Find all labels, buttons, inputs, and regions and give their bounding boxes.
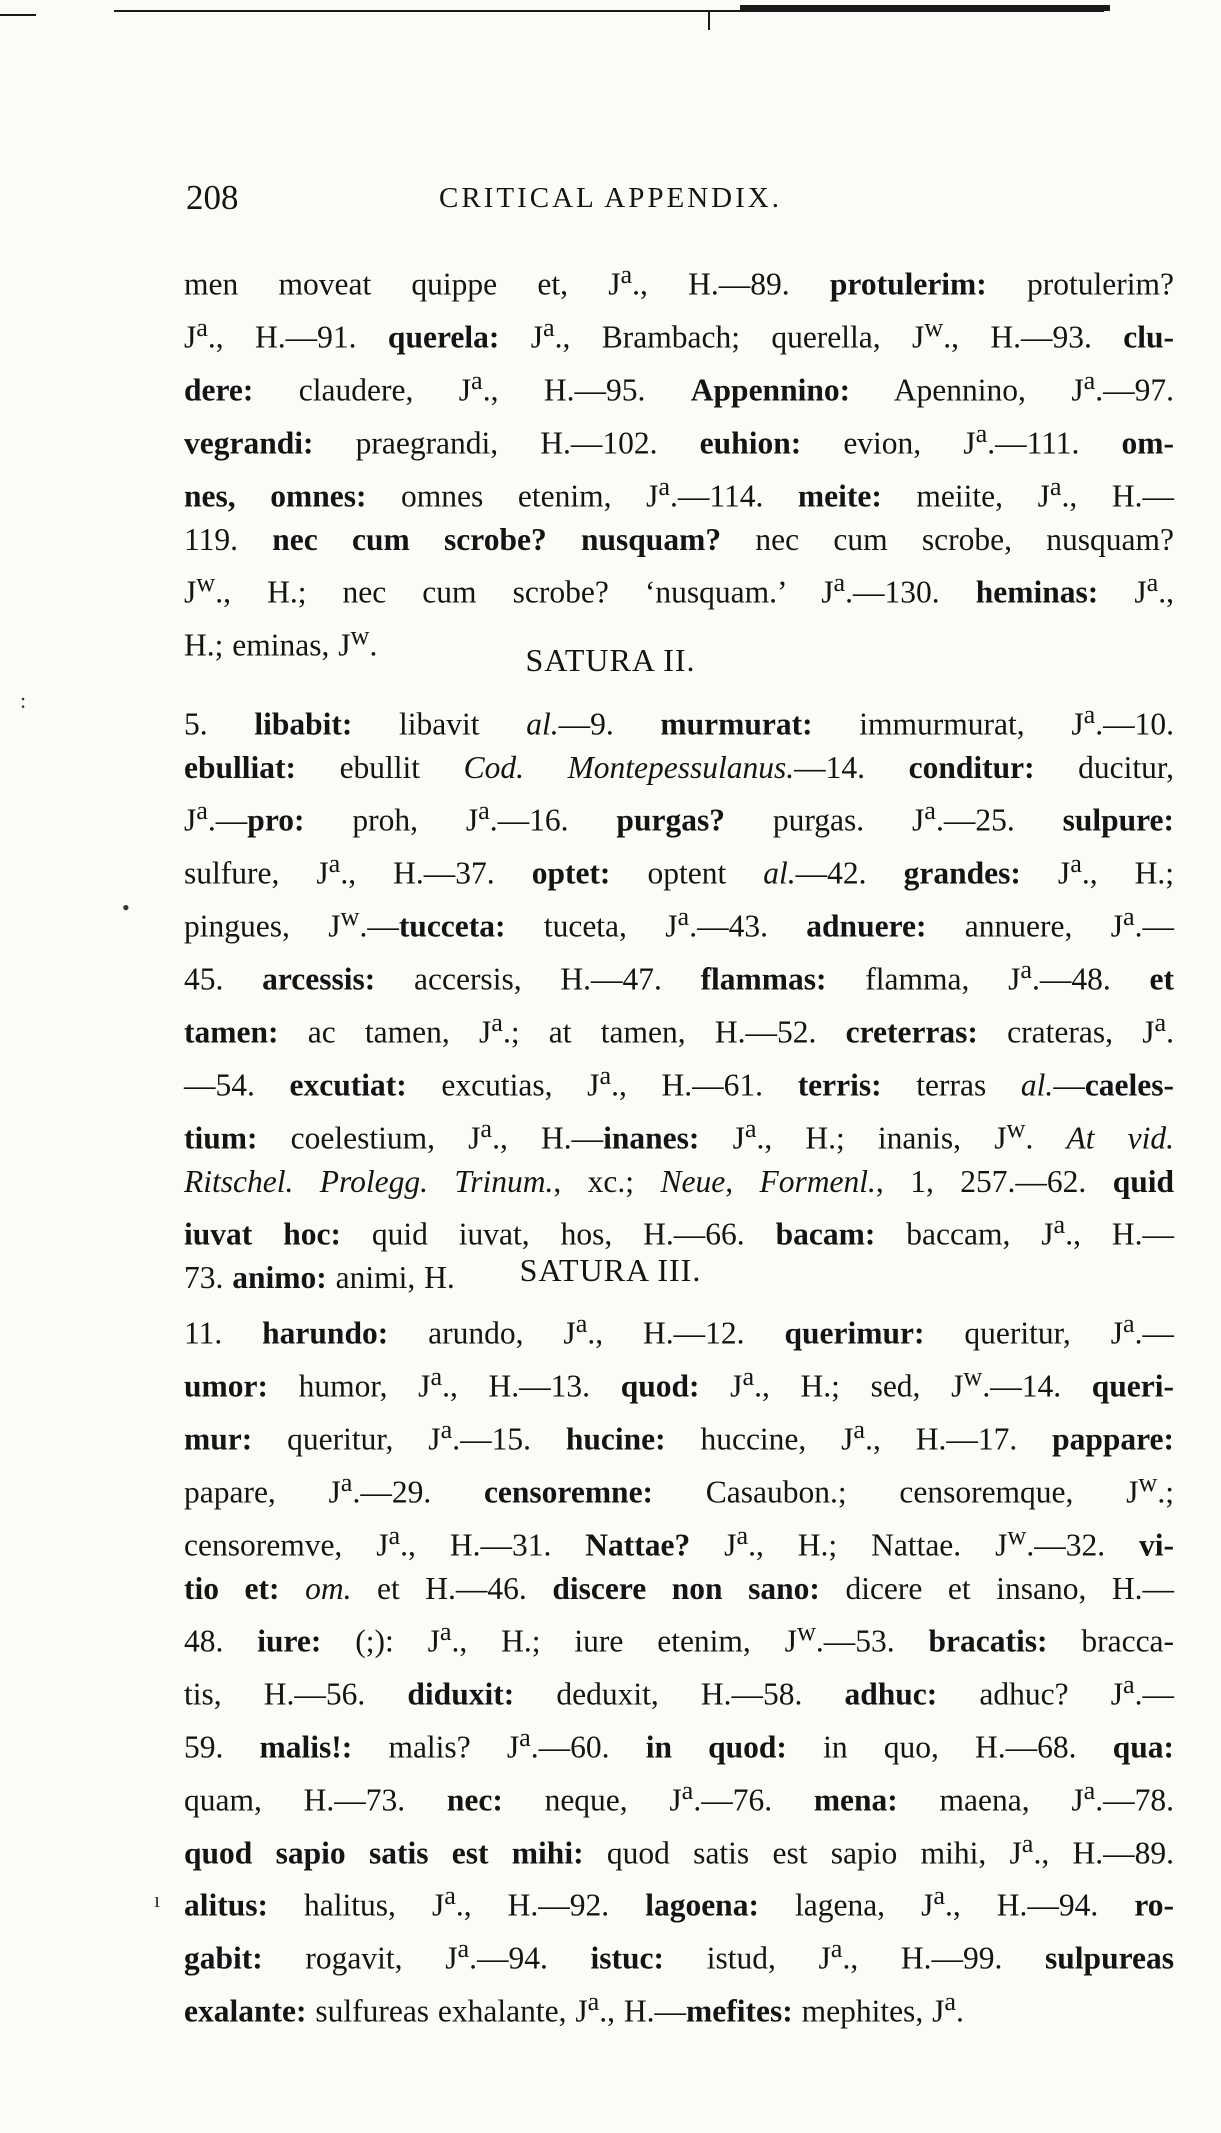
- text-line: $J^a$., H.—91. querela: $J^a$., Brambach; querella, $J^w$., H.—93. clu-: [184, 312, 1174, 355]
- text-line: 59. malis!: malis? $J^a.—60$. in quod: in quo, H.—68. qua:: [184, 1722, 1174, 1765]
- text-line: gabit: rogavit, $J^a.—94$. istuc: istud, $J^a$., H.—99. sulpureas: [184, 1934, 1174, 1976]
- margin-mark: ı: [154, 1887, 161, 1912]
- top-rule-thick: [740, 5, 1110, 11]
- text-line: Ritschel. Prolegg. Trinum., xc.; Neue, Formenl., 1, 257.—62. quid: [184, 1163, 1175, 1199]
- text-line: $J^a.—pro$: proh, $J^a.—16$. purgas? purgas. $J^a.—25$. sulpure:: [184, 796, 1175, 838]
- text-line: alitus: halitus, $J^a$., H.—92. lagoena: lagena, $J^a$., H.—94. ro-: [184, 1881, 1174, 1923]
- text-line: men moveat quippe et, $J^a$., H.—89. protulerim: protulerim?: [184, 260, 1174, 302]
- text-line: papare, $J^a.—29$. censoremne: Casaubon.; censoremque, $J^w$.;: [184, 1467, 1175, 1510]
- margin-mark: •: [122, 895, 130, 920]
- apparatus-block-satura-2: [184, 693, 1174, 1299]
- text-line: 73. animo: animi, H.: [184, 1259, 455, 1295]
- text-line: 45. arcessis: accersis, H.—47. flammas: flamma, $J^a.—48$. et: [184, 955, 1175, 997]
- text-line: dere: claudere, $J^a$., H.—95. Appennino: Apennino, $J^a.—97$.: [184, 365, 1174, 408]
- text-line: tio et: om. et H.—46. discere non sano: dicere et insano, H.—: [184, 1570, 1175, 1606]
- text-line: nes, omnes: omnes etenim, $J^a.—114$. meite: meiite, $J^a$., H.—: [184, 471, 1174, 514]
- text-line: 5. libabit: libavit al.—9. murmurat: immurmurat, $J^a.—10$.: [184, 700, 1174, 742]
- text-line: 48. iure: (;): $J^a$., H.; iure etenim, $J^w.—53$. bracatis: bracca-: [184, 1616, 1175, 1659]
- page-number: 208: [186, 178, 239, 217]
- text-line: mur: queritur, $J^a.—15$. hucine: huccine, $J^a$., H.—17. pappare:: [184, 1414, 1175, 1457]
- text-line: sulfure, $J^a$., H.—37. optet: optent al.—42. grandes: $J^a$., H.;: [184, 849, 1175, 891]
- running-head: CRITICAL APPENDIX.: [439, 182, 782, 214]
- text-line: censoremve, $J^a$., H.—31. Nattae? $J^a$., H.; Nattae. $J^w.—32$. vi-: [184, 1520, 1175, 1563]
- text-line: 11. harundo: arundo, $J^a$., H.—12. querimur: queritur, $J^a.—$: [184, 1309, 1174, 1351]
- apparatus-block-satura-1: [184, 253, 1174, 667]
- text-line: tium: coelestium, $J^a$., H.—inanes: $J^a$., H.; inanis, $J^w$. At vid.: [184, 1113, 1175, 1156]
- section-heading-satura-2: SATURA II.: [525, 642, 696, 678]
- text-line: —54. excutiat: excutias, $J^a$., H.—61. terris: terras al.—caeles-: [184, 1060, 1175, 1103]
- text-line: vegrandi: praegrandi, H.—102. euhion: evion, $J^a.—111$. om-: [184, 418, 1174, 461]
- text-line: 119. nec cum scrobe? nusquam? nec cum scrobe, nusquam?: [184, 521, 1174, 557]
- text-line: H.; eminas, $J^w$.: [184, 620, 378, 663]
- text-line: exalante: sulfureas exhalante, $J^a$., H.—mefites: mephites, $J^a$.: [184, 1987, 964, 2029]
- text-line: quam, H.—73. nec: neque, $J^a.—76$. mena: maena, $J^a.—78$.: [184, 1775, 1175, 1818]
- top-tick: [708, 12, 710, 30]
- text-line: pingues, $J^w.—tucceta$: tuceta, $J^a.—43$. adnuere: annuere, $J^a.—$: [184, 902, 1174, 944]
- section-heading-satura-3: SATURA III.: [519, 1252, 702, 1288]
- margin-mark: :: [20, 688, 27, 713]
- text-line: $J^w$., H.; nec cum scrobe? ‘nusquam.’ $J^a.—130$. heminas: $J^a$.,: [184, 567, 1175, 610]
- text-line: iuvat hoc: quid iuvat, hos, H.—66. bacam: baccam, $J^a$., H.—: [184, 1210, 1175, 1252]
- text-line: umor: humor, $J^a$., H.—13. quod: $J^a$., H.; sed, $J^w.—14$. queri-: [184, 1361, 1174, 1404]
- apparatus-block-satura-3: [184, 1302, 1174, 2033]
- top-left-rule: [0, 14, 36, 16]
- text-line: ebulliat: ebullit Cod. Montepessulanus.—14. conditur: ducitur,: [184, 749, 1175, 785]
- text-line: tis, H.—56. diduxit: deduxit, H.—58. adhuc: adhuc? $J^a.—$: [184, 1669, 1175, 1712]
- text-line: quod sapio satis est mihi: quod satis est sapio mihi, $J^a$., H.—89.: [184, 1828, 1175, 1871]
- text-line: tamen: ac tamen, $J^a$.; at tamen, H.—52. creterras: crateras, $J^a$.: [184, 1007, 1174, 1050]
